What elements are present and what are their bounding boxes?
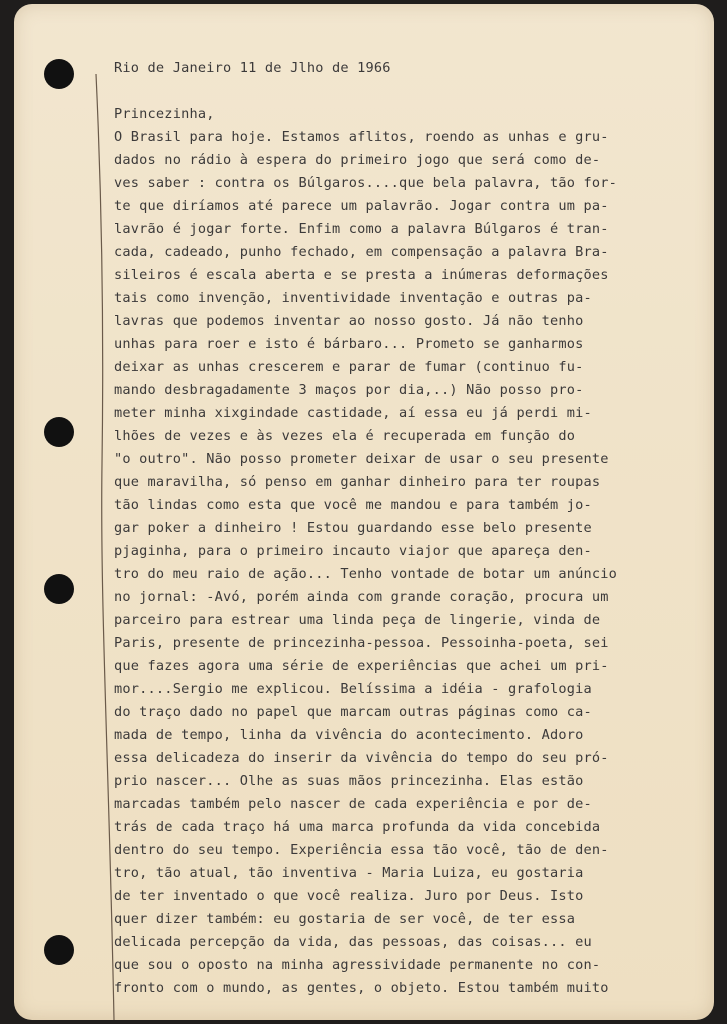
letter-line: do traço dado no papel que marcam outras páginas como ca- [114, 704, 592, 720]
letter-line: quer dizer também: eu gostaria de ser você, de ter essa [114, 911, 576, 927]
letter-line: mada de tempo, linha da vivência do acontecimento. Adoro [114, 727, 584, 743]
letter-line: tais como invenção, inventividade inventação e outras pa- [114, 290, 592, 306]
letter-line: trás de cada traço há uma marca profunda da vida concebida [114, 819, 601, 835]
letter-line: meter minha xixgindade castidade, aí essa eu já perdi mi- [114, 405, 592, 421]
letter-line: cada, cadeado, punho fechado, em compensação a palavra Bra- [114, 244, 609, 260]
letter-line: ves saber : contra os Búlgaros....que bela palavra, tão for- [114, 175, 618, 191]
letter-line: pjaginha, para o primeiro incauto viajor que apareça den- [114, 543, 592, 559]
letter-line: dados no rádio à espera do primeiro jogo que será como de- [114, 152, 601, 168]
letter-line: marcadas também pelo nascer de cada experiência e por de- [114, 796, 592, 812]
letter-line: gar poker a dinheiro ! Estou guardando esse belo presente [114, 520, 592, 536]
letter-line: que sou o oposto na minha agressividade permanente no con- [114, 957, 601, 973]
letter-line: "o outro". Não posso prometer deixar de usar o seu presente [114, 451, 609, 467]
letter-line: mor....Sergio me explicou. Belíssima a idéia - grafologia [114, 681, 592, 697]
letter-line: unhas para roer e isto é bárbaro... Prometo se ganharmos [114, 336, 584, 352]
letter-line: deixar as unhas crescerem e parar de fumar (continuo fu- [114, 359, 584, 375]
letter-line: mando desbragadamente 3 maços por dia,..) Não posso pro- [114, 382, 584, 398]
letter-line: dentro do seu tempo. Experiência essa tão você, tão de den- [114, 842, 609, 858]
letter-line: prio nascer... Olhe as suas mãos princezinha. Elas estão [114, 773, 584, 789]
letter-line: lhões de vezes e às vezes ela é recuperada em função do [114, 428, 576, 444]
letter-line: no jornal: -Avó, porém ainda com grande coração, procura um [114, 589, 609, 605]
letter-line: de ter inventado o que você realiza. Juro por Deus. Isto [114, 888, 584, 904]
letter-line: delicada percepção da vida, das pessoas, das coisas... eu [114, 934, 592, 950]
letter-page [14, 4, 714, 1020]
letter-line: que maravilha, só penso em ganhar dinheiro para ter roupas [114, 474, 601, 490]
letter-line: tro do meu raio de ação... Tenho vontade de botar um anúncio [114, 566, 618, 582]
letter-line: essa delicadeza do inserir da vivência do tempo do seu pró- [114, 750, 609, 766]
letter-salutation: Princezinha, [114, 106, 215, 122]
letter-line: tão lindas como esta que você me mandou e para também jo- [114, 497, 592, 513]
letter-line: que fazes agora uma série de experiências que achei um pri- [114, 658, 609, 674]
letter-line: te que diríamos até parece um palavrão. Jogar contra um pa- [114, 198, 609, 214]
letter-line: lavras que podemos inventar ao nosso gosto. Já não tenho [114, 313, 584, 329]
letter-date: Rio de Janeiro 11 de Jlho de 1966 [114, 60, 391, 76]
typed-letter [114, 4, 714, 996]
letter-line: lavrão é jogar forte. Enfim como a palavra Búlgaros é tran- [114, 221, 609, 237]
letter-line: sileiros é escala aberta e se presta a inúmeras deformações [114, 267, 609, 283]
letter-line: Paris, presente de princezinha-pessoa. Pessoinha-poeta, sei [114, 635, 609, 651]
letter-line: tro, tão atual, tão inventiva - Maria Luiza, eu gostaria [114, 865, 584, 881]
letter-line: fronto com o mundo, as gentes, o objeto. Estou também muito [114, 980, 609, 996]
letter-line: O Brasil para hoje. Estamos aflitos, roendo as unhas e gru- [114, 129, 609, 145]
letter-line: parceiro para estrear uma linda peça de lingerie, vinda de [114, 612, 601, 628]
